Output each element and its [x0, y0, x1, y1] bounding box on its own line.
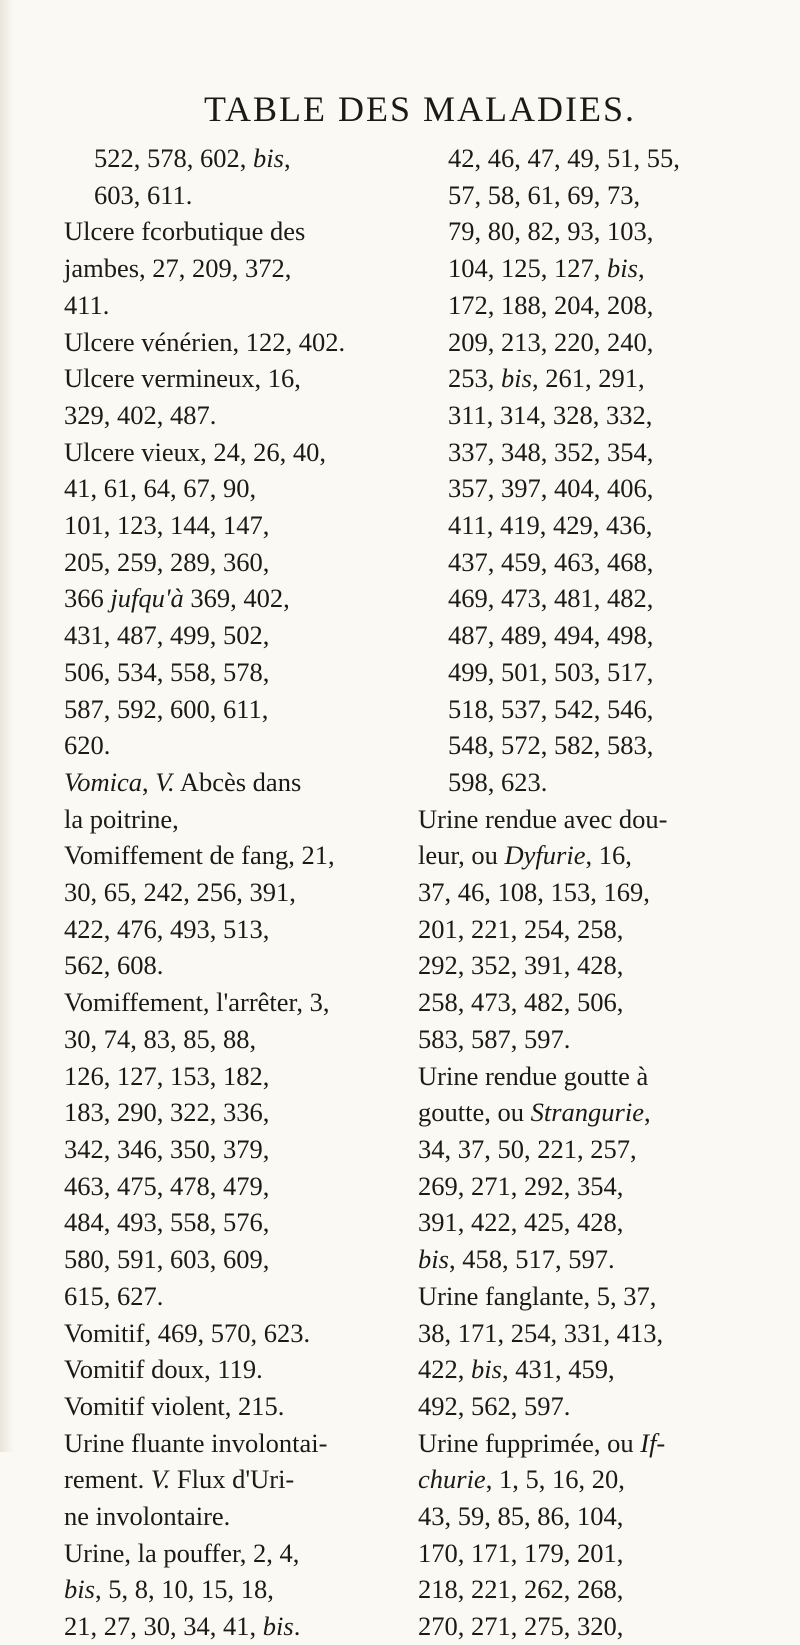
index-line: 337, 348, 352, 354, — [448, 436, 654, 467]
index-line: Ulcere vermineux, 16, — [64, 363, 301, 394]
index-line: 463, 475, 478, 479, — [64, 1170, 270, 1201]
index-line: Vomitif, 469, 570, 623. — [64, 1317, 311, 1348]
index-line: 258, 473, 482, 506, — [418, 987, 624, 1018]
index-line: 253, bis, 261, 291, — [448, 363, 645, 394]
index-line: 422, 476, 493, 513, — [64, 913, 270, 944]
index-line: 42, 46, 47, 49, 51, 55, — [448, 143, 680, 173]
index-line: 21, 27, 30, 34, 41, bis. — [64, 1611, 301, 1642]
index-line: Vomiffement, l'arrêter, 3, — [64, 987, 330, 1018]
index-line: goutte, ou Strangurie, — [418, 1097, 651, 1128]
right-column — [418, 140, 790, 1645]
index-line: Ulcere vieux, 24, 26, 40, — [64, 436, 326, 467]
index-line: 487, 489, 494, 498, — [448, 620, 654, 651]
index-line: 562, 608. — [64, 950, 164, 981]
index-line: churie, 1, 5, 16, 20, — [418, 1464, 625, 1495]
index-line: 30, 74, 83, 85, 88, — [64, 1023, 257, 1054]
index-line: bis, 5, 8, 10, 15, 18, — [64, 1574, 274, 1605]
index-line: 499, 501, 503, 517, — [448, 656, 654, 687]
index-line: 620. — [64, 730, 111, 761]
index-line: 598, 623. — [448, 766, 548, 797]
index-line: 205, 259, 289, 360, — [64, 546, 270, 577]
index-entry — [418, 1278, 790, 1425]
page-edge — [0, 0, 14, 1452]
index-line: Vomica, V. Abcès dans — [64, 766, 302, 797]
index-line: 183, 290, 322, 336, — [64, 1097, 270, 1128]
index-line: 209, 213, 220, 240, — [448, 326, 654, 357]
index-line: 469, 473, 481, 482, — [448, 583, 654, 614]
index-line: 270, 271, 275, 320, — [418, 1611, 624, 1642]
index-line: 41, 61, 64, 67, 90, — [64, 473, 257, 504]
index-line: 329, 402, 487. — [64, 399, 217, 430]
index-line: 437, 459, 463, 468, — [448, 546, 654, 577]
index-line: rement. V. Flux d'Uri- — [64, 1464, 295, 1495]
index-line: 342, 346, 350, 379, — [64, 1133, 270, 1164]
index-entry — [64, 1388, 364, 1425]
index-entry — [418, 801, 790, 1058]
index-line: 411, 419, 429, 436, — [448, 510, 653, 541]
index-line: 104, 125, 127, bis, — [448, 253, 645, 284]
index-line: bis, 458, 517, 597. — [418, 1244, 615, 1275]
index-line: 269, 271, 292, 354, — [418, 1170, 624, 1201]
index-line: Urine fluante involontai- — [64, 1427, 328, 1458]
index-line: 218, 221, 262, 268, — [418, 1574, 624, 1605]
index-entry — [64, 324, 364, 361]
index-line: 492, 562, 597. — [418, 1390, 571, 1421]
index-line: Urine, la pouffer, 2, 4, — [64, 1537, 300, 1568]
index-line: Vomitif doux, 119. — [64, 1354, 263, 1385]
index-entry-continuation — [418, 140, 790, 801]
index-line: 43, 59, 85, 86, 104, — [418, 1501, 624, 1532]
index-line: 57, 58, 61, 69, 73, — [448, 179, 641, 210]
index-line: 603, 611. — [94, 179, 193, 210]
index-entry — [64, 837, 364, 984]
index-line: leur, ou Dyfurie, 16, — [418, 840, 632, 871]
index-line: 587, 592, 600, 611, — [64, 693, 269, 724]
index-line: ne involontaire. — [64, 1501, 231, 1532]
index-entry — [64, 1315, 364, 1352]
index-line: 422, bis, 431, 459, — [418, 1354, 615, 1385]
index-line: 126, 127, 153, 182, — [64, 1060, 270, 1091]
index-line: 201, 221, 254, 258, — [418, 913, 624, 944]
index-entry — [64, 1351, 364, 1388]
index-line: 583, 587, 597. — [418, 1023, 571, 1054]
index-entry — [64, 984, 364, 1314]
index-line: Urine fupprimée, ou If- — [418, 1427, 666, 1458]
index-line: 34, 37, 50, 221, 257, — [418, 1133, 637, 1164]
index-line: 548, 572, 582, 583, — [448, 730, 654, 761]
index-line: Vomitif violent, 215. — [64, 1390, 285, 1421]
index-line: 357, 397, 404, 406, — [448, 473, 654, 504]
index-line: 484, 493, 558, 576, — [64, 1207, 270, 1238]
index-line: Urine rendue avec dou- — [418, 803, 668, 834]
index-line: Vomiffement de fang, 21, — [64, 840, 335, 871]
index-line: 366 jufqu'à 369, 402, — [64, 583, 290, 614]
index-entry — [64, 360, 364, 433]
index-line: 37, 46, 108, 153, 169, — [418, 877, 650, 908]
index-line: 506, 534, 558, 578, — [64, 656, 270, 687]
index-entry — [64, 1535, 364, 1645]
index-line: jambes, 27, 209, 372, — [64, 253, 292, 284]
index-line: 411. — [64, 289, 110, 320]
index-entry — [64, 764, 364, 837]
index-line: 311, 314, 328, 332, — [448, 399, 653, 430]
index-entry — [418, 1425, 790, 1645]
index-line: 580, 591, 603, 609, — [64, 1244, 270, 1275]
index-entry — [418, 1058, 790, 1278]
index-entry-continuation — [64, 140, 364, 213]
index-line: 615, 627. — [64, 1280, 164, 1311]
index-line: 391, 422, 425, 428, — [418, 1207, 624, 1238]
index-line: 172, 188, 204, 208, — [448, 289, 654, 320]
index-line: 170, 171, 179, 201, — [418, 1537, 624, 1568]
index-line: 518, 537, 542, 546, — [448, 693, 654, 724]
index-entry — [64, 1425, 364, 1535]
index-line: 79, 80, 82, 93, 103, — [448, 216, 654, 247]
index-line: 292, 352, 391, 428, — [418, 950, 624, 981]
running-head: TABLE DES MALADIES. — [203, 89, 637, 129]
index-entry — [64, 213, 364, 323]
left-column — [64, 140, 364, 1645]
index-entry — [64, 434, 364, 764]
index-line: la poitrine, — [64, 803, 179, 834]
index-line: Urine rendue goutte à — [418, 1060, 649, 1091]
index-line: 431, 487, 499, 502, — [64, 620, 270, 651]
index-line: 30, 65, 242, 256, 391, — [64, 877, 296, 908]
index-line: 38, 171, 254, 331, 413, — [418, 1317, 664, 1348]
index-line: 101, 123, 144, 147, — [64, 510, 270, 541]
index-line: 522, 578, 602, bis, — [94, 143, 291, 173]
index-line: Ulcere fcorbutique des — [64, 216, 306, 247]
index-line: Urine fanglante, 5, 37, — [418, 1280, 657, 1311]
index-line: Ulcere vénérien, 122, 402. — [64, 326, 346, 357]
